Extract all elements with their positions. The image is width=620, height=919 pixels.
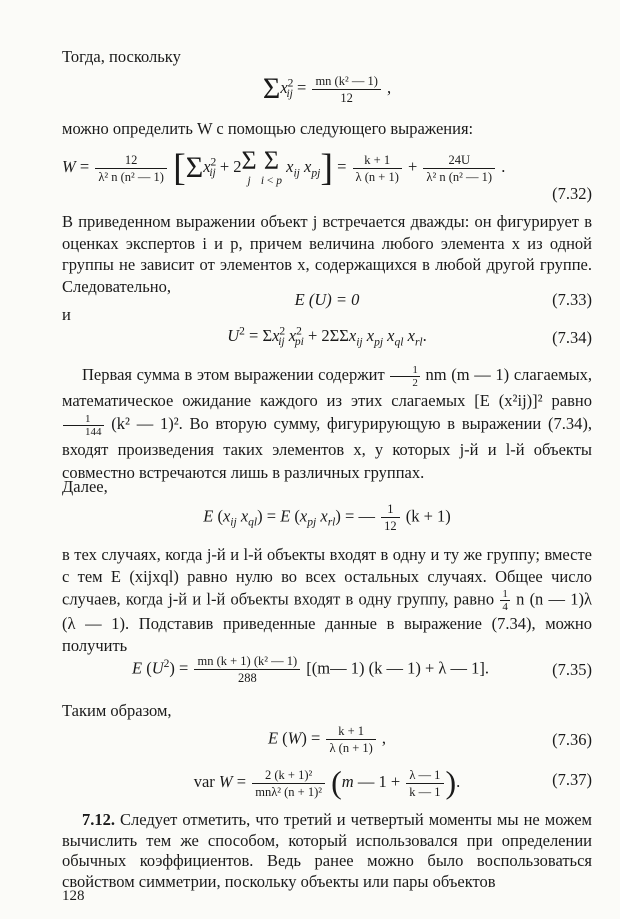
equation-expectation: E ($x_{ij}$ $x_{ql}) = E$ ($x_{pj}$ $x_{rl}$) = — $\frac{1}{12}$ (k + 1) (203, 502, 451, 533)
equation-number-7-36: (7.36) (552, 730, 592, 749)
equation-number-7-37: (7.37) (552, 770, 592, 789)
paragraph-first-sum: Первая сумма в этом выражении содержит $\frac{1}{2}$ nm (m — 1) слагаемых, математическое ожидание каждого из этих слагаемых [E (x²ij)]² равно $\frac{1}{144}$ (k² — 1)². Во вторую сумму, фигурирующую в выражении (7.34), входят произведения таких элементов x, у которых j-й и l-й объекты совместно встречаются лишь в различных группах. (62, 363, 593, 483)
word-and: и (62, 305, 71, 324)
equation-7-34: $U^2 = \Sigma x^2_{ij}$ $x^2_{pi} + 2\Sigma\Sigma x_{ij}$ $x_{pj}$ $x_{ql}$ $x_{rl}$. (227, 325, 427, 349)
paragraph-object-j: В приведенном выражении объект j встречается дважды: он фигурирует в оценках экспертов i и p, причем величина любого элемента x из одной группы не зависит от элементов x, содержащихся в любой другой группе. Следовательно, (62, 212, 592, 296)
equation-7-32: W = $\frac{12}{\text{λ² n (n² — 1)}}$ [$\Sigma x^2_{ij} + 2$ Σ j Σ i < p $x_{ij}$ $x_{pj}$] = $\frac{k + 1}{\lambda (n + 1)}$ + $\frac{24U}{\text{λ² n (n² — 1)}}$ . (62, 146, 506, 189)
equation-7-37: var W = 2 (k + 1)² mnλ² (n + 1)² (m — 1 + $\frac{\lambda — 1}{k — 1}$ ). (193, 764, 461, 800)
equation-number-7-35: (7.35) (552, 660, 592, 679)
paragraph-cases: в тех случаях, когда j-й и l-й объекты входят в одну и ту же группу; вместе с тем E (xijxql) равно нулю во всех остальных случаях. Общее число случаев, когда j-й и l-й объекты входят в одну группу, равно $\frac{1}{4}$ n (n — 1)λ (λ — 1). Подставив приведенные данные в выражение (7.34), можно получить (62, 545, 593, 655)
page-number: 128 (62, 888, 85, 904)
equation-number-7-32: (7.32) (552, 184, 592, 203)
paragraph-further: Далее, (62, 477, 108, 496)
equation-7-35: E $(U^2)$ = $\frac{\text{mn (k + 1) (k² — 1)}}{288}$ [(m— 1) (k — 1) + λ — 1]. (132, 654, 490, 685)
paragraph-section-7-12: 7.12. Следует отметить, что третий и четвертый моменты мы не можем вычислить тем же способом, который использовался при определении обычных коэффициентов. Ведь ранее можно было воспользоваться свойством симметрии, поскольку объекты или пары объектов (62, 810, 593, 891)
paragraph-then-since: Тогда, поскольку (62, 47, 181, 66)
equation-number-7-33: (7.33) (552, 290, 592, 309)
equation-7-33: E (U) = 0 (294, 290, 360, 309)
equation-number-7-34: (7.34) (552, 328, 592, 347)
equation-7-36: E (W) = $\frac{k + 1}{\lambda (n + 1)}$ , (267, 724, 387, 755)
paragraph-define-w: можно определить W с помощью следующего выражения: (62, 119, 474, 138)
equation-sum-x2: $\Sigma x^2_{ij}$ = $\frac{\text{mn (k² — 1)}}{12}$ , (262, 72, 392, 105)
paragraph-thus: Таким образом, (62, 701, 172, 720)
section-number: 7.12. (82, 810, 115, 829)
